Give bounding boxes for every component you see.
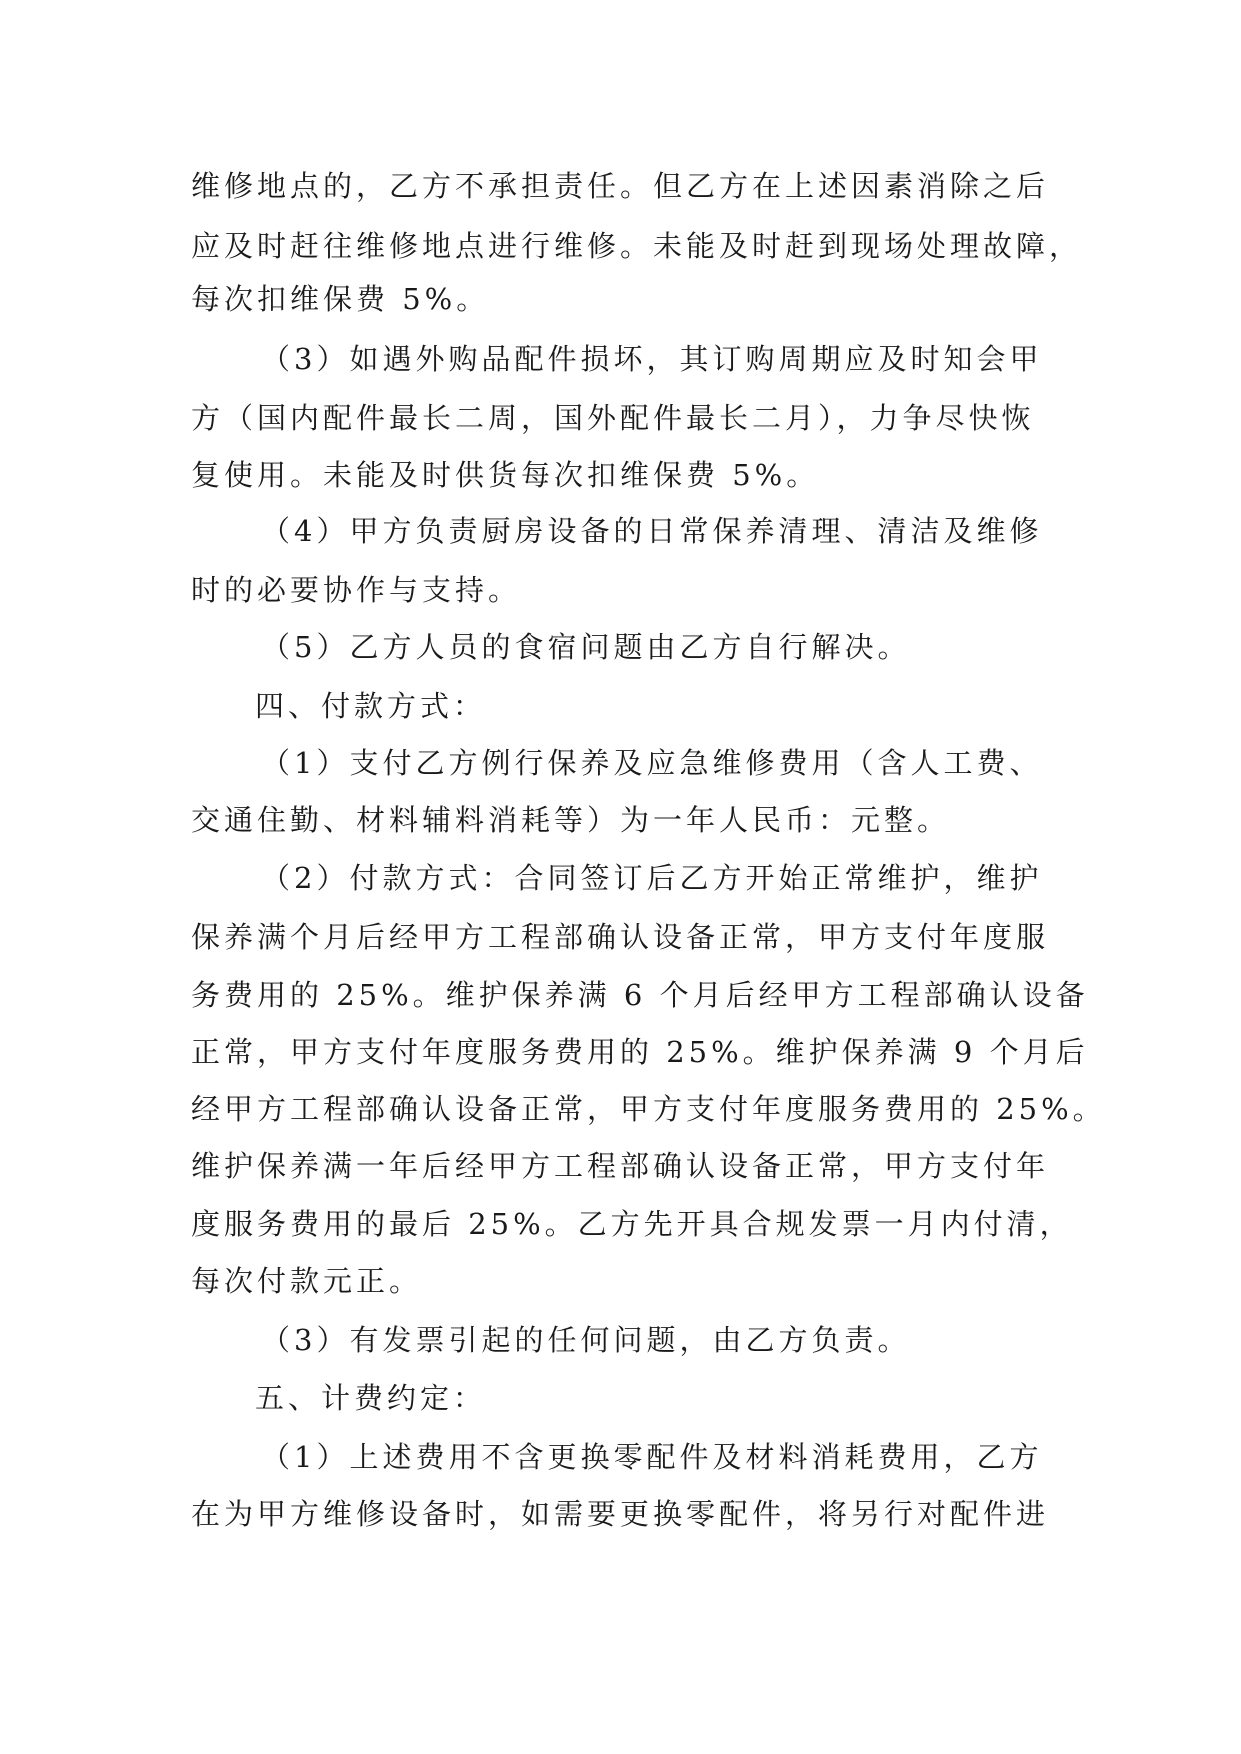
text-line-4: （3）如遇外购品配件损坏，其订购周期应及时知会甲 [261,342,1043,376]
text-line-15: 务费用的 25%。维护保养满 6 个月后经甲方工程部确认设备 [191,978,1089,1012]
text-line-16: 正常，甲方支付年度服务费用的 25%。维护保养满 9 个月后 [191,1035,1089,1069]
text-line-14: 保养满个月后经甲方工程部确认设备正常，甲方支付年度服 [191,920,1050,954]
text-line-18: 维护保养满一年后经甲方工程部确认设备正常，甲方支付年 [191,1149,1050,1183]
text-line-12: 交通住勤、材料辅料消耗等）为一年人民币：元整。 [191,803,951,837]
text-line-1: 维修地点的，乙方不承担责任。但乙方在上述因素消除之后 [191,169,1050,203]
text-line-21: （3）有发票引起的任何问题，由乙方负责。 [261,1323,911,1357]
section-heading-payment: 四、付款方式： [255,689,487,723]
text-line-19: 度服务费用的最后 25%。乙方先开具合规发票一月内付清， [191,1207,1073,1241]
text-line-20: 每次付款元正。 [191,1264,423,1298]
text-line-3: 每次扣维保费 5%。 [191,282,490,316]
text-line-17: 经甲方工程部确认设备正常，甲方支付年度服务费用的 25%。 [191,1092,1106,1126]
text-line-8: 时的必要协作与支持。 [191,573,522,607]
text-line-13: （2）付款方式：合同签订后乙方开始正常维护，维护 [261,861,1043,895]
text-line-7: （4）甲方负责厨房设备的日常保养清理、清洁及维修 [261,514,1043,548]
section-heading-billing: 五、计费约定： [255,1381,487,1415]
text-line-24: 在为甲方维修设备时，如需要更换零配件，将另行对配件进 [191,1497,1050,1531]
text-line-11: （1）支付乙方例行保养及应急维修费用（含人工费、 [261,746,1043,780]
text-line-23: （1）上述费用不含更换零配件及材料消耗费用，乙方 [261,1440,1043,1474]
text-line-9: （5）乙方人员的食宿问题由乙方自行解决。 [261,630,911,664]
text-line-5: 方（国内配件最长二周，国外配件最长二月），力争尽快恢 [191,401,1035,435]
text-line-6: 复使用。未能及时供货每次扣维保费 5%。 [191,458,820,492]
text-line-2: 应及时赶往维修地点进行维修。未能及时赶到现场处理故障， [191,229,1083,263]
